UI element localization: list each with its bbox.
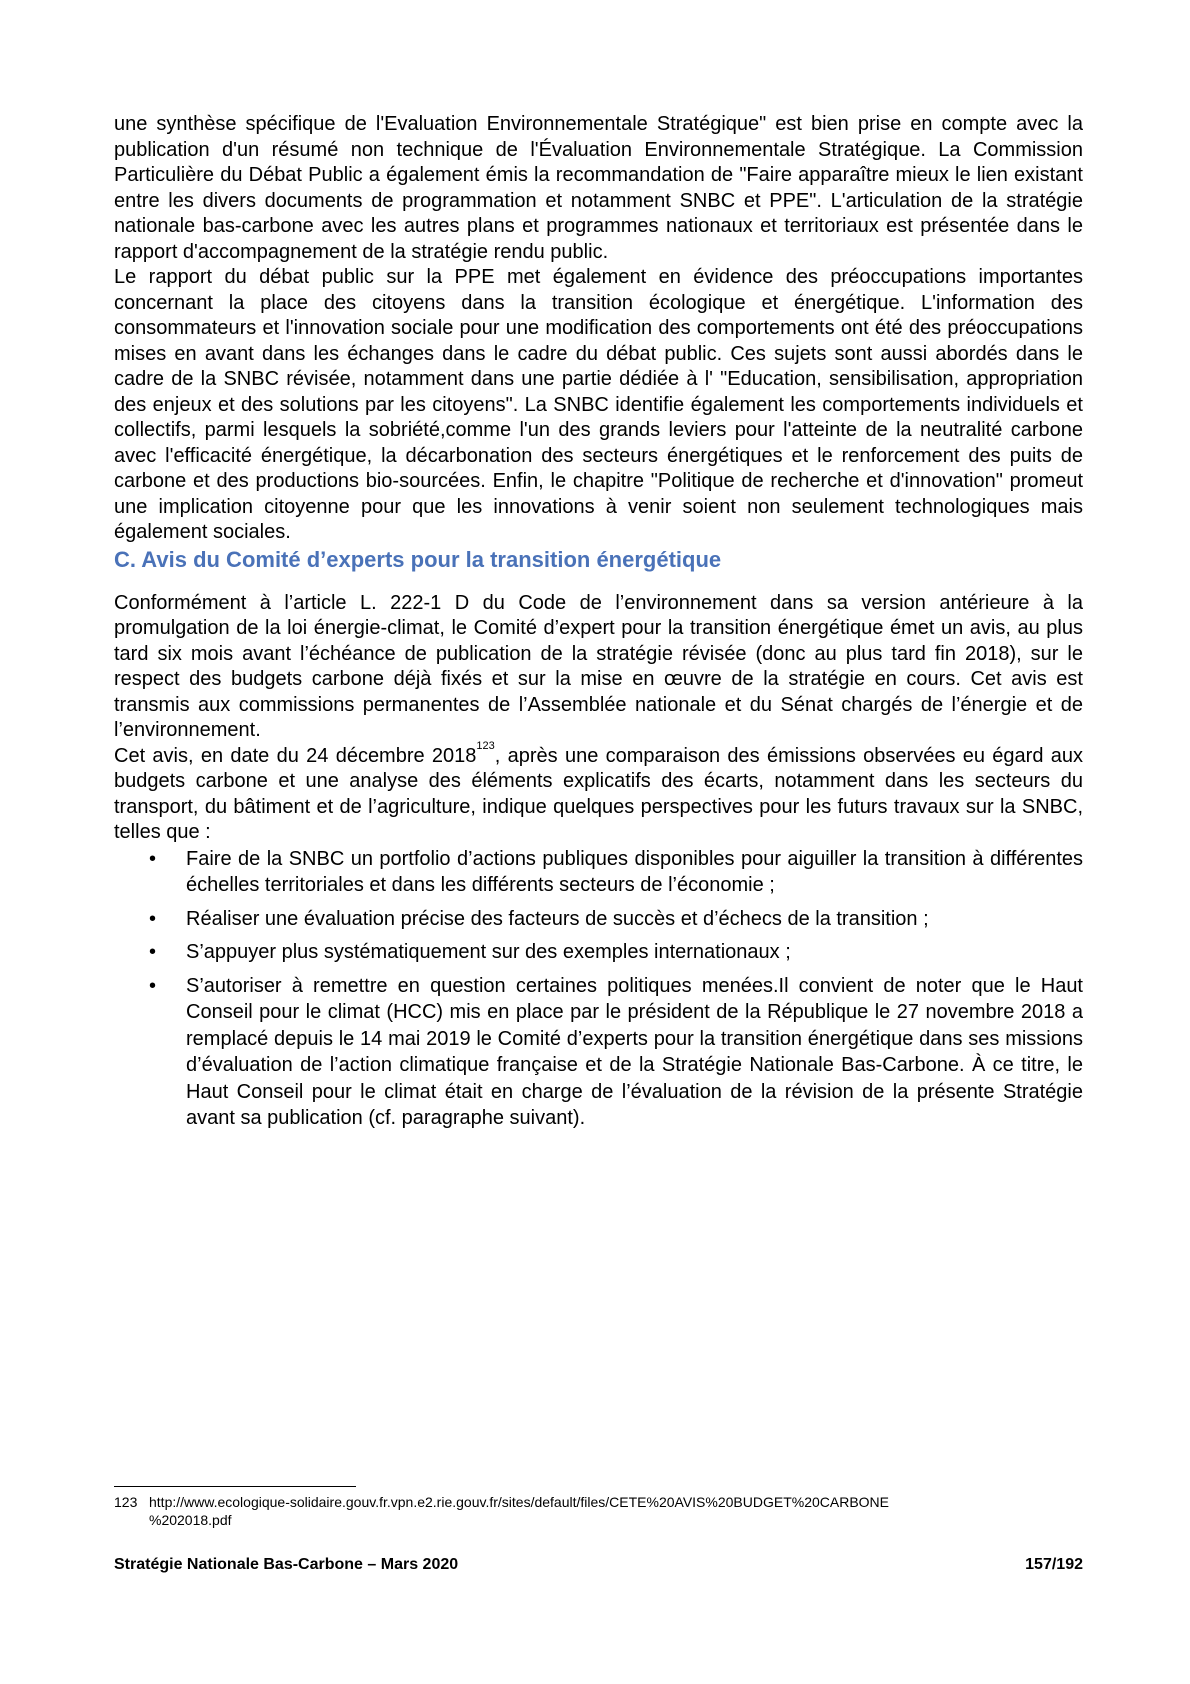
footnote-number: 123 [114, 1494, 138, 1510]
paragraph-avis-date [114, 739, 1083, 846]
list-item-text: Faire de la SNBC un portfolio d’actions publiques disponibles pour aiguiller la transition à différentes échelles territoriales et dans les différents secteurs de l’économie ; [186, 847, 1083, 896]
footnote-link[interactable] [149, 1493, 1009, 1529]
footnote-url-line1: http://www.ecologique-solidaire.gouv.fr.vpn.e2.rie.gouv.fr/sites/default/files/CETE%20AVIS%20BUDGET%20CARBONE [149, 1494, 890, 1510]
bullet-marker: • [149, 907, 157, 930]
footer-title: Stratégie Nationale Bas-Carbone – Mars 2020 [114, 1556, 459, 1573]
footnote-separator [114, 1486, 356, 1487]
paragraph-article-code: Conformément à l’article L. 222-1 D du Code de l’environnement dans sa version antérieure à la promulgation de la loi énergie-climat, le Comité d’expert pour la transition énergétique émet un avis, au plus tard six mois avant l’échéance de publication de la stratégie révisée (donc au plus tard fin 2018), sur le respect des budgets carbone déjà fixés et sur la mise en œuvre de la stratégie en cours. Cet avis est transmis aux commissions permanentes de l’Assemblée nationale et du Sénat chargés de l’énergie et de l’environnement. [114, 591, 1083, 741]
list-item-text: S’appuyer plus systématiquement sur des exemples internationaux ; [186, 941, 791, 963]
list-item-text: S’autoriser à remettre en question certaines politiques menées.Il convient de noter que le Haut Conseil pour le climat (HCC) mis en place par le président de la République le 27 novembre 2018 a remplacé depuis le 14 mai 2019 le Comité d’experts pour la transition énergétique dans ses missions d’évaluation de l’action climatique française et de la Stratégie Nationale Bas-Carbone. À ce titre, le Haut Conseil pour le climat était en charge de l’évaluation de la révision de la présente Stratégie avant sa publication (cf. paragraphe suivant). [186, 974, 1083, 1129]
section-heading: C. Avis du Comité d’experts pour la transition énergétique [114, 546, 722, 572]
footnote-url-line2: %202018.pdf [149, 1512, 232, 1528]
page-number: 157/192 [1025, 1556, 1083, 1573]
list-item [114, 939, 1083, 966]
list-item [114, 846, 1083, 899]
bullet-marker: • [149, 941, 157, 963]
perspectives-list [114, 846, 1083, 1132]
footnote-reference[interactable]: 123 [476, 739, 495, 752]
page-content [114, 112, 1083, 1139]
list-item [114, 973, 1083, 1132]
paragraph-debat-public: Le rapport du débat public sur la PPE met également en évidence des préoccupations importantes concernant la place des citoyens dans la transition écologique et énergétique. L'information des consommateurs et l'innovation sociale pour une modification des comportements ont été des préoccupations mises en avant dans les échanges dans le cadre du débat public. Ces sujets sont aussi abordés dans le cadre de la SNBC révisée, notamment dans une partie dédiée à l' "Education, sensibilisation, appropriation des enjeux et des solutions par les citoyens". La SNBC identifie également les comportements individuels et collectifs, parmi lesquels la sobriété,comme l'un des grands leviers pour l'atteinte de la neutralité carbone avec l'efficacité énergétique, la décarbonation des secteurs énergétiques et le renforcement des puits de carbone et des productions bio-sourcées. Enfin, le chapitre "Politique de recherche et d'innovation" promeut une implication citoyenne pour que les innovations à venir soient non seulement technologiques mais également sociales. [114, 266, 1083, 543]
bullet-marker: • [149, 847, 157, 870]
list-item-text: Réaliser une évaluation précise des facteurs de succès et d’échecs de la transition ; [186, 907, 929, 930]
page-footer [114, 1556, 1083, 1574]
list-item [114, 906, 1083, 933]
bullet-marker: • [149, 974, 157, 997]
paragraph-eval-environnementale: une synthèse spécifique de l'Evaluation Environnementale Stratégique" est bien prise en compte avec la publication d'un résumé non technique de l'Évaluation Environnementale Stratégique. La Commission Particulière du Débat Public a également émis la recommandation de "Faire apparaître mieux le lien existant entre les divers documents de programmation et notamment SNBC et PPE". L'articulation de la stratégie nationale bas-carbone avec les autres plans et programmes nationaux et territoriaux est présentée dans le rapport d'accompagnement de la stratégie rendu public. [114, 113, 1083, 263]
paragraph-avis-date-start: Cet avis, en date du 24 décembre 2018 [114, 744, 477, 767]
paragraph-avis-date-end: , après une comparaison des émissions observées eu égard aux budgets carbone et une analyse des éléments explicatifs des écarts, notamment dans les secteurs du transport, du bâtiment et de l’agriculture, indique quelques perspectives pour les futurs travaux sur la SNBC, telles que : [114, 744, 1083, 843]
